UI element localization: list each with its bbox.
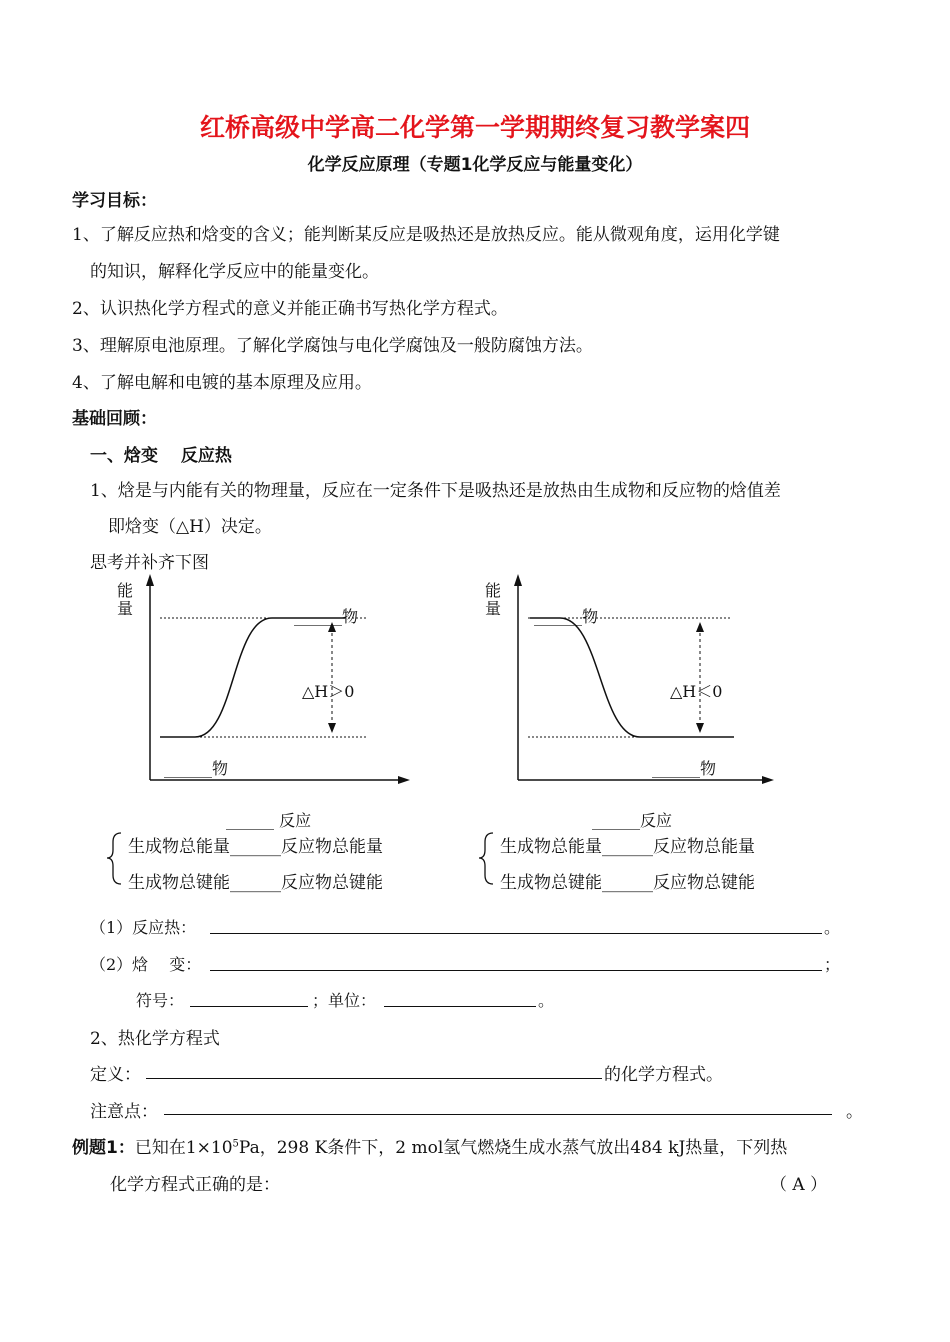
delta-h-label: △H＜0	[670, 682, 723, 701]
product-label: ______物	[652, 759, 717, 778]
definition-end: 的化学方程式。	[604, 1065, 723, 1085]
section-heading: 一、焓变 反应热	[90, 446, 232, 466]
example-line-1	[72, 1133, 787, 1158]
right-brace	[479, 833, 493, 884]
right-energy-compare: 生成物总能量______反应物总能量	[500, 837, 755, 857]
y-axis-label-1: 能	[485, 581, 502, 600]
left-brace	[107, 833, 121, 884]
right-reaction-type: ______反应	[592, 811, 673, 830]
paragraph-1: 1、焓是与内能有关的物理量，反应在一定条件下是吸热还是放热由生成物和反应物的焓值差	[90, 481, 781, 501]
q2-end: ；	[824, 955, 841, 974]
objective-3: 3、理解原电池原理。了解化学腐蚀与电化学腐蚀及一般防腐蚀方法。	[72, 336, 593, 356]
right-bond-compare: 生成物总键能______反应物总键能	[500, 873, 755, 893]
example-answer: （ A ）	[770, 1175, 828, 1195]
product-label: ______物	[294, 607, 359, 626]
objective-1-cont: 的知识，解释化学反应中的能量变化。	[90, 262, 379, 282]
y-axis-label-2: 量	[117, 599, 134, 618]
review-heading: 基础回顾：	[72, 409, 157, 429]
page-title: 红桥高级中学高二化学第一学期期终复习教学案四	[199, 113, 750, 142]
note-label: 注意点：	[90, 1102, 158, 1122]
symbol-label: 符号：	[136, 991, 185, 1010]
left-reaction-type: ______ 反应	[226, 811, 312, 830]
example-exponent: 5	[232, 1138, 239, 1150]
q1-answer-blank[interactable]	[210, 933, 822, 934]
example-label: 例题1：	[72, 1138, 135, 1158]
unit-end: 。	[538, 991, 555, 1010]
left-bond-compare: 生成物总键能______反应物总键能	[128, 873, 383, 893]
y-axis-label-1: 能	[117, 581, 134, 600]
unit-blank[interactable]	[384, 1006, 536, 1007]
paragraph-1-cont: 即焓变（△H）决定。	[108, 517, 272, 537]
q1-end: 。	[824, 918, 841, 937]
q2-answer-blank[interactable]	[210, 970, 822, 971]
reactant-label: ______物	[164, 759, 229, 778]
left-energy-compare: 生成物总能量______反应物总能量	[128, 837, 383, 857]
objective-2: 2、认识热化学方程式的意义并能正确书写热化学方程式。	[72, 299, 508, 319]
delta-h-label: △H＞0	[302, 682, 355, 701]
q1-label: （1）反应热：	[90, 918, 197, 937]
symbol-blank[interactable]	[190, 1006, 308, 1007]
objective-1: 1、了解反应热和焓变的含义；能判断某反应是吸热还是放热反应。能从微观角度，运用化学键	[72, 225, 780, 245]
note-end: 。	[846, 1102, 863, 1122]
think-prompt: 思考并补齐下图	[90, 553, 209, 573]
reactant-label: ______物	[534, 607, 599, 626]
objectives-heading: 学习目标：	[72, 191, 157, 211]
thermo-heading: 2、热化学方程式	[90, 1029, 220, 1049]
q2-label: （2）焓 变：	[90, 955, 202, 974]
objective-4: 4、了解电解和电镀的基本原理及应用。	[72, 373, 372, 393]
unit-label: ；单位：	[312, 991, 377, 1010]
page-subtitle: 化学反应原理（专题1化学反应与能量变化）	[307, 155, 643, 175]
definition-blank[interactable]	[146, 1078, 602, 1079]
example-text-a: 已知在1×10	[134, 1138, 233, 1158]
definition-label: 定义：	[90, 1065, 141, 1085]
note-blank[interactable]	[164, 1114, 832, 1115]
example-line-2: 化学方程式正确的是：	[110, 1175, 280, 1195]
example-text-b: Pa，298 K条件下，2 mol氢气燃烧生成水蒸气放出484 kJ热量，下列热	[238, 1138, 788, 1158]
y-axis-label-2: 量	[485, 599, 502, 618]
